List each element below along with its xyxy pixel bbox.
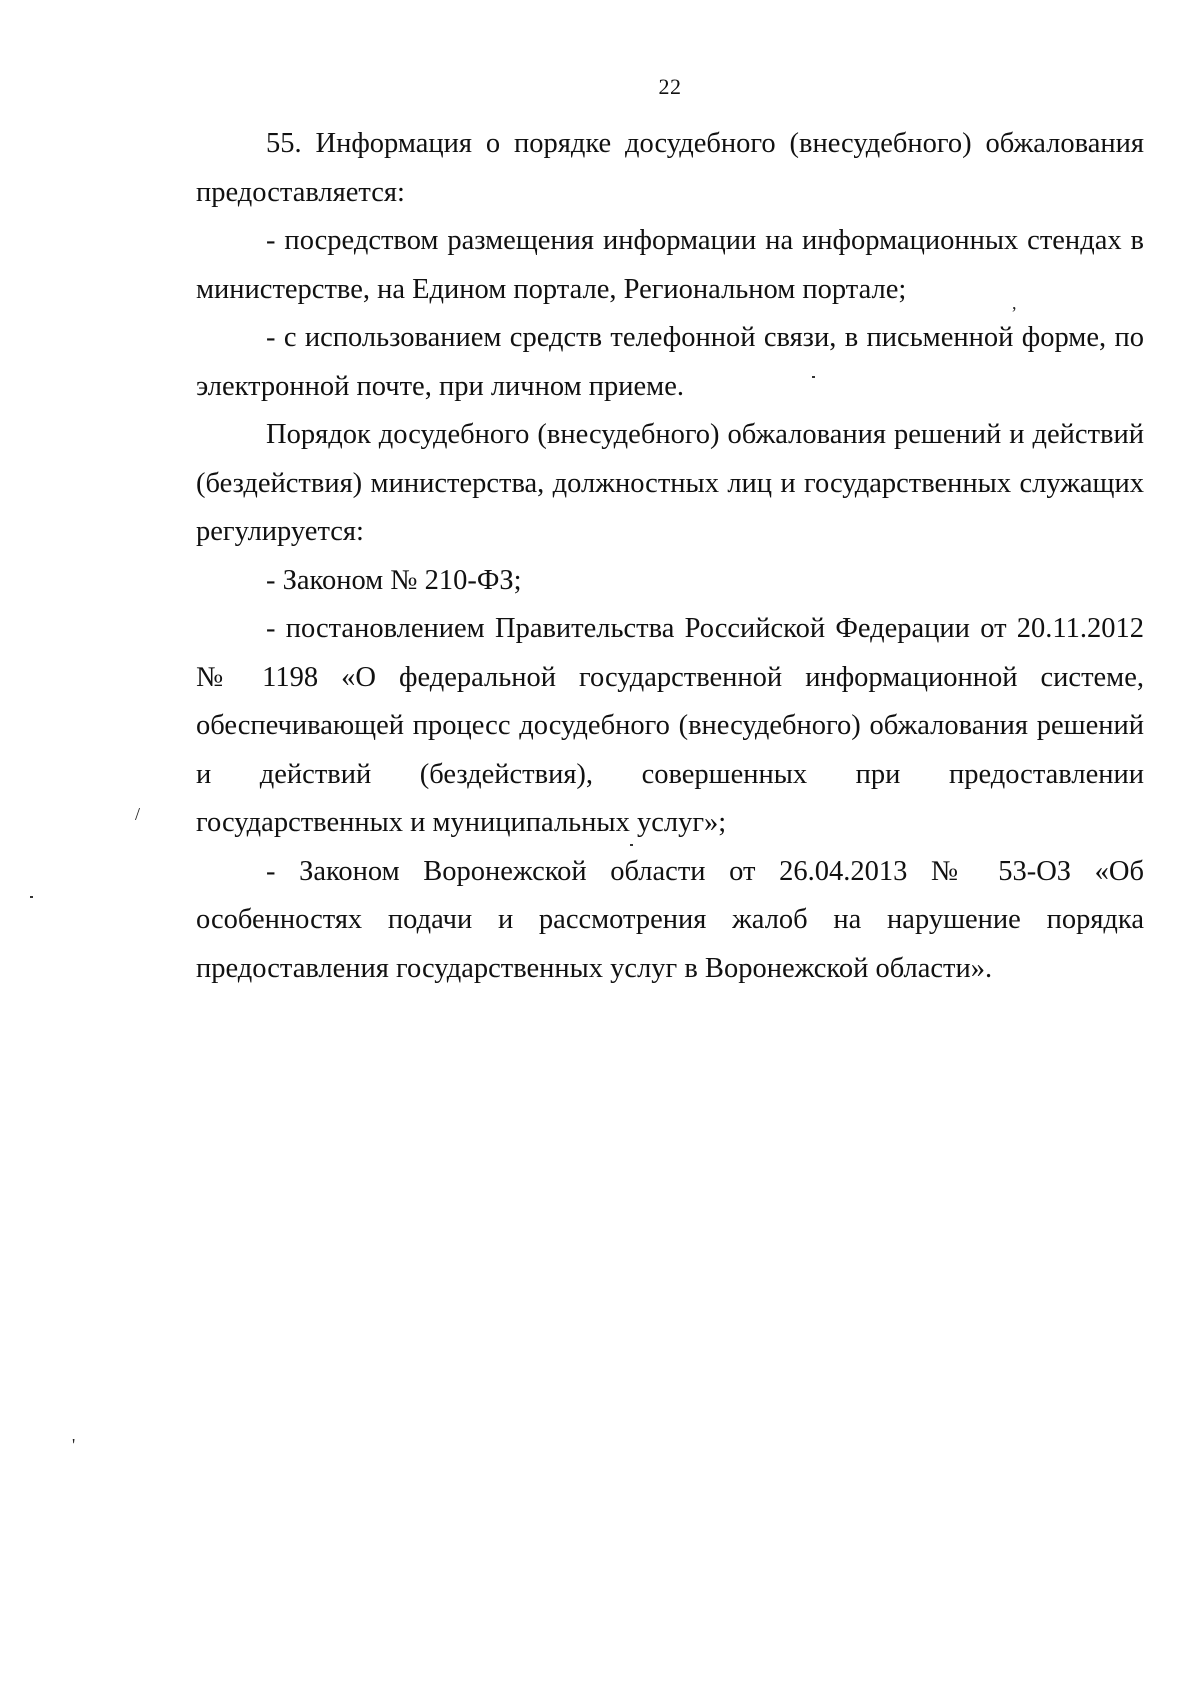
- scan-speck: [630, 844, 633, 846]
- scan-speck: ': [72, 1435, 76, 1455]
- paragraph-phone-email: - с использованием средств телефонной связи, в письменной форме, по электронной почте, при личном приеме.: [196, 322, 1144, 402]
- paragraph-info-stands: - посредством размещения информации на информационных стендах в министерстве, на Едином портале, Региональном портале;: [196, 225, 1144, 305]
- scan-speck: [30, 896, 33, 898]
- document-body: [196, 120, 1144, 993]
- paragraph-55-intro: 55. Информация о порядке досудебного (внесудебного) обжалования предоставляется:: [196, 128, 1144, 208]
- paragraph-voronezh-law: - Законом Воронежской области от 26.04.2013 № 53-ОЗ «Об особенностях подачи и рассмотрения жалоб на нарушение порядка предоставления государственных услуг в Воронежской области».: [196, 855, 1144, 984]
- paragraph-law-210: - Законом № 210-ФЗ;: [266, 564, 522, 596]
- page-number: 22: [658, 74, 682, 99]
- paragraph-government-decree: - постановлением Правительства Российской Федерации от 20.11.2012 № 1198 «О федеральной государственной информационной системе, обеспечивающей процесс досудебного (внесудебного) обжалования решений и действий (бездействия), совершенных при предоставлении государственных и муниципальных услуг»;: [196, 613, 1144, 838]
- scan-speck: [812, 376, 815, 378]
- scan-speck: /: [135, 804, 141, 824]
- scan-speck: ,: [1012, 293, 1017, 313]
- paragraph-appeal-regulation: Порядок досудебного (внесудебного) обжалования решений и действий (бездействия) министерства, должностных лиц и государственных служащих регулируется:: [196, 419, 1144, 547]
